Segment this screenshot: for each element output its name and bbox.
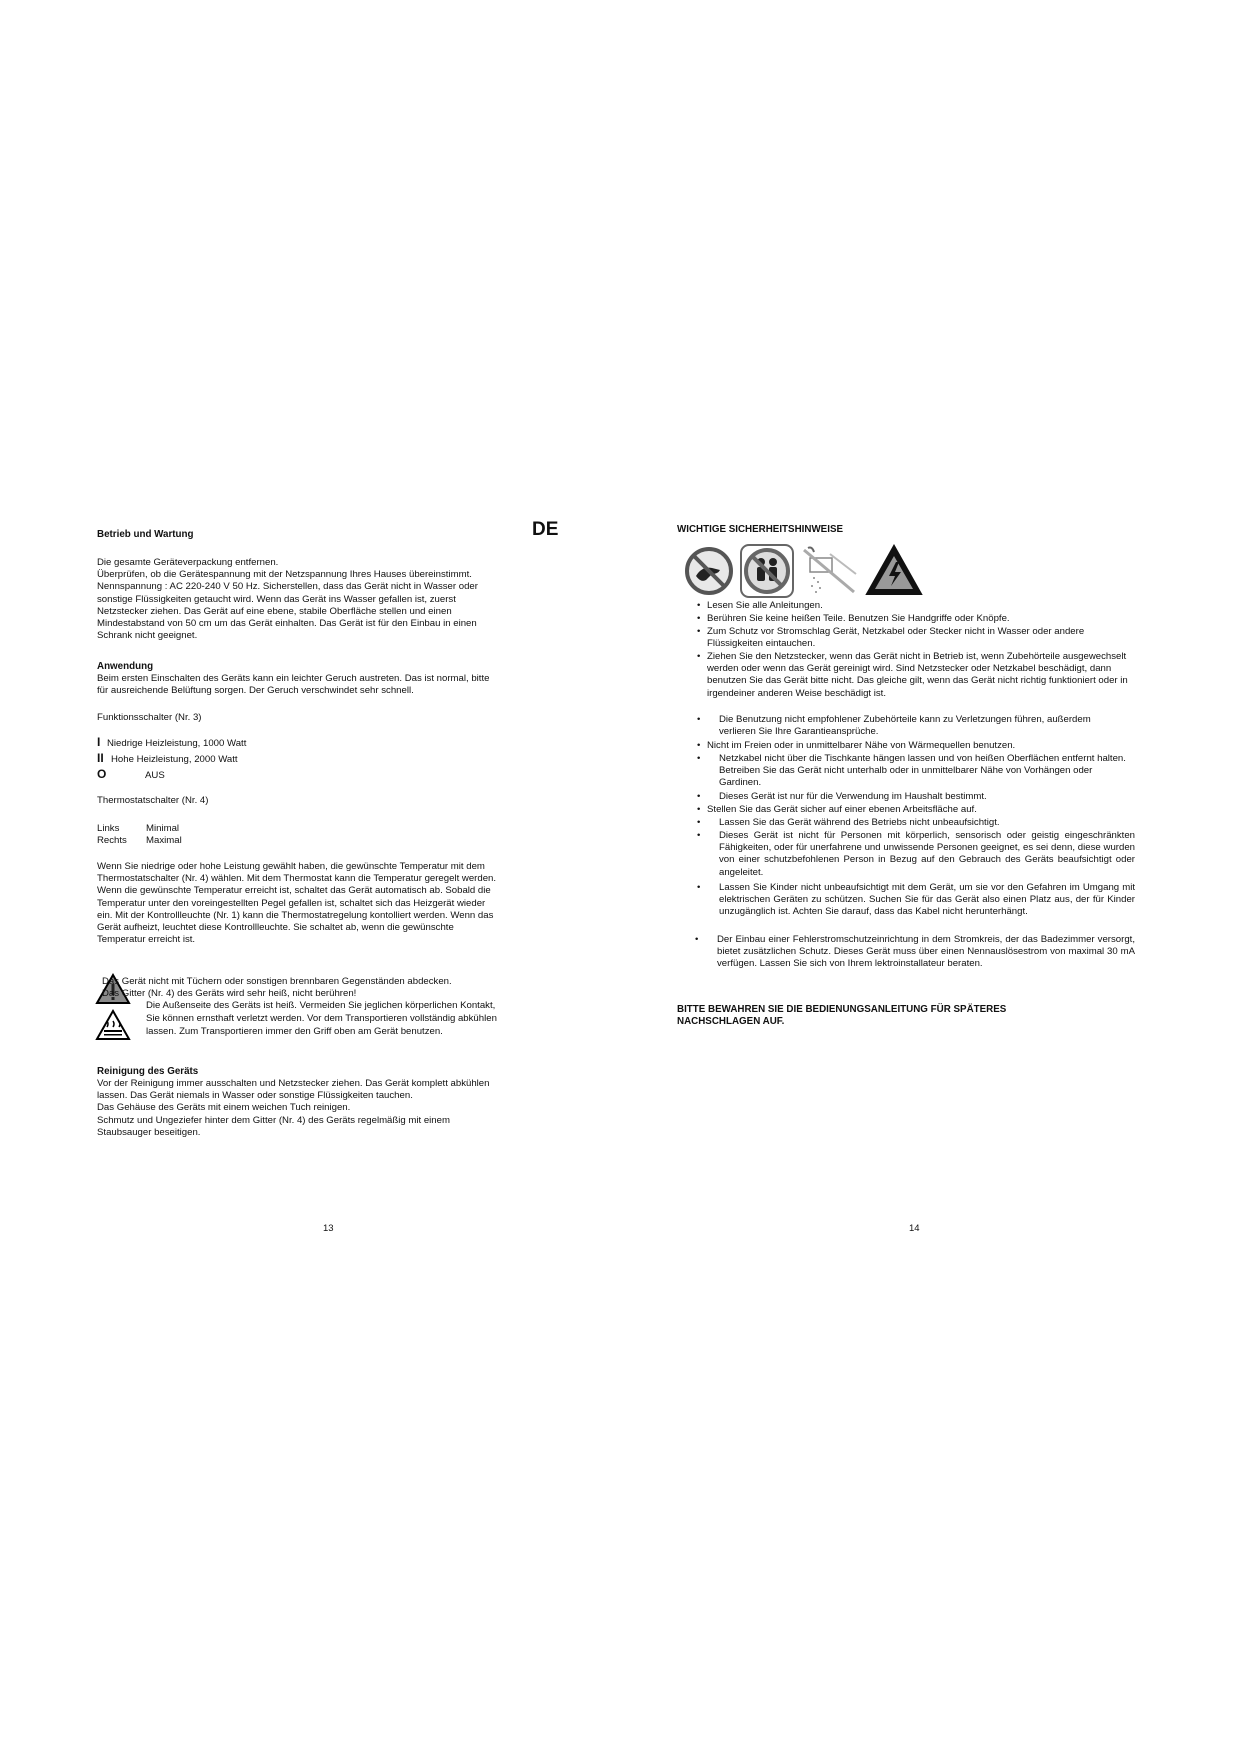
list-item: • Netzkabel nicht über die Tischkante hängen lassen und von heißen Oberflächen entfernt halten. Betreiben Sie das Gerät nicht unterhalb oder in unmittelbarer Nähe von Vorhängen oder Gardinen. [697, 753, 1126, 789]
intro-paragraph [97, 557, 567, 642]
thermostat-direction: Links [97, 823, 120, 834]
text-line: Schmutz und Ungeziefer hinter dem Gitter (Nr. 4) des Geräts regelmäßig mit einem [97, 1114, 450, 1126]
list-item: • Lassen Sie das Gerät während des Betriebs nicht unbeaufsichtigt. [697, 817, 1000, 828]
usage-heading: Anwendung [97, 661, 154, 672]
list-item: • Der Einbau einer Fehlerstromschutzeinrichtung in dem Stromkreis, der das Badezimmer versorgt, bietet zusätzlichen Schutz. Dieses Gerät muss über einen Nennauslösestrom von maximal 30 mA verfügen. Lassen Sie sich von Ihrem lektroinstallateur beraten. [695, 934, 1135, 970]
warning-line: lassen. Zum Transportieren immer den Griff oben am Gerät benutzen. [146, 1026, 443, 1037]
text-line: Staubsauger beseitigen. [97, 1126, 201, 1138]
list-item: • Stellen Sie das Gerät sicher auf einer ebenen Arbeitsfläche auf. [697, 804, 977, 815]
switch-text: Niedrige Heizleistung, 1000 Watt [107, 738, 247, 749]
switch-symbol: O [97, 767, 107, 781]
text-line: Nennspannung : AC 220-240 V 50 Hz. Sicherstellen, dass das Gerät nicht in Wasser oder [97, 581, 478, 593]
text-line: Schrank nicht geeignet. [97, 630, 198, 642]
cleaning-paragraph [97, 1078, 567, 1139]
text-line: Wenn Sie niedrige oder hohe Leistung gewählt haben, die gewünschte Temperatur mit dem [97, 861, 485, 872]
thermostat-direction: Rechts [97, 835, 127, 846]
text-line: sonstige Flüssigkeiten getaucht wird. Wenn das Gerät ins Wasser gefallen ist, zuerst [97, 593, 456, 605]
text-line: Überprüfen, ob die Gerätespannung mit der Netzspannung Ihres Hauses übereinstimmt. [97, 569, 472, 581]
list-item: • Nicht im Freien oder in unmittelbarer Nähe von Wärmequellen benutzen. [697, 740, 1016, 751]
switch-symbol: I [97, 735, 101, 749]
list-item: • Ziehen Sie den Netzstecker, wenn das Gerät nicht in Betrieb ist, wenn Zubehörteile ausgewechselt werden oder wenn das Gerät gereinigt wird. Sind Netzstecker oder Netzkabel beschädigt, dann benutzen Sie das Gerät bitte nicht. Das gleiche gilt, wenn das Gerät nicht richtig funktioniert oder in irgendeiner anderen Weise beschädigt ist. [697, 651, 1128, 699]
warning-line: Sie können ernsthaft verletzt werden. Vor dem Transportieren vollständig abkühlen [146, 1013, 497, 1024]
text-line: Vor der Reinigung immer ausschalten und Netzstecker ziehen. Das Gerät komplett abkühlen [97, 1078, 490, 1089]
text-line: Netzstecker ziehen. Das Gerät auf eine ebene, stabile Oberfläche stellen und einen [97, 605, 452, 617]
text-line: Das Gehäuse des Geräts mit einem weichen Tuch reinigen. [97, 1102, 351, 1114]
text-line: Thermostatschalter (Nr. 4) wählen. Mit dem Thermostat kann die Temperatur geregelt werden. [97, 873, 497, 885]
thermostat-value: Minimal [146, 823, 180, 834]
safety-title: WICHTIGE SICHERHEITSHINWEISE [677, 524, 844, 535]
list-item: • Zum Schutz vor Stromschlag Gerät, Netzkabel oder Stecker nicht in Wasser oder andere Flüssigkeiten eintauchen. [697, 626, 1085, 650]
warning-line: Das Gerät nicht mit Tüchern oder sonstigen brennbaren Gegenständen abdecken. [102, 976, 452, 987]
text-line: Temperatur unter den voreingestellten Pegel gefallen ist, schaltet sich das Heizgerät wieder [97, 897, 486, 909]
no-touch-hand-icon [684, 546, 734, 596]
text-line: lassen. Das Gerät niemals in Wasser oder sonstige Flüssigkeiten tauchen. [97, 1090, 413, 1102]
page-number: 13 [323, 1223, 334, 1234]
list-item: • Lesen Sie alle Anleitungen. [697, 600, 823, 611]
thermostat-label: Thermostatschalter (Nr. 4) [97, 795, 209, 806]
switch-symbol: II [97, 751, 104, 765]
language-code: DE [532, 519, 559, 540]
text-line: Gerät aufheizt, leuchtet diese Kontrollleuchte. Sie schaltet ab, wenn die gewünschte [97, 922, 454, 934]
warning-line: Das Gitter (Nr. 4) des Geräts wird sehr heiß, nicht berühren! [102, 988, 357, 999]
text-line: Temperatur erreicht ist. [97, 934, 196, 946]
cleaning-heading: Reinigung des Geräts [97, 1066, 199, 1077]
list-item: • Berühren Sie keine heißen Teile. Benutzen Sie Handgriffe oder Knöpfe. [697, 613, 1010, 624]
function-setting-high [97, 752, 238, 766]
thermostat-paragraph [97, 861, 562, 946]
text-line: für ausreichende Belüftung sorgen. Der Geruch verschwindet sehr schnell. [97, 685, 414, 697]
function-switch-label: Funktionsschalter (Nr. 3) [97, 712, 202, 723]
section-title-operation: Betrieb und Wartung [97, 529, 194, 540]
no-water-shower-icon [800, 544, 858, 596]
switch-text: AUS [145, 770, 165, 781]
switch-text: Hohe Heizleistung, 2000 Watt [111, 754, 238, 765]
function-setting-low [97, 736, 246, 750]
text-line: Wenn die gewünschte Temperatur erreicht ist, schaltet das Gerät automatisch ab. Sobald die [97, 885, 491, 897]
list-item: • Lassen Sie Kinder nicht unbeaufsichtigt mit dem Gerät, um sie vor den Gefahren im Umgang mit elektrischen Geräten zu schützen. Suchen Sie für das Gerät also einen Platz aus, der für Kinder unzugänglich ist. Achten Sie darauf, dass das Kabel nicht herunterhängt. [697, 882, 1135, 918]
list-item: • Dieses Gerät ist nicht für Personen mit körperlich, sensorisch oder geistig eingeschränkten Fähigkeiten, oder für unerfahrene und unwissende Personen geeignet, es sei denn, diese wurden von einer schutzbefohlenen Person in Bezug auf den Gebrauch des Geräts beaufsichtigt oder angeleitet. [697, 830, 1135, 878]
function-setting-off [97, 768, 165, 782]
text-line: Beim ersten Einschalten des Geräts kann ein leichter Geruch austreten. Das ist normal, bitte [97, 673, 490, 684]
page-number: 14 [909, 1223, 920, 1234]
electric-hazard-icon [865, 544, 923, 596]
left-page [0, 0, 620, 1754]
list-item: • Die Benutzung nicht empfohlener Zubehörteile kann zu Verletzungen führen, außerdem verlieren Sie Ihre Garantieansprüche. [697, 714, 1091, 738]
closing-note: BITTE BEWAHREN SIE DIE BEDIENUNGSANLEITUNG FÜR SPÄTERES NACHSCHLAGEN AUF. [677, 1004, 1007, 1028]
text-line: Die gesamte Geräteverpackung entfernen. [97, 557, 279, 568]
list-item: • Dieses Gerät ist nur für die Verwendung im Haushalt bestimmt. [697, 791, 987, 802]
right-page [620, 0, 1241, 1754]
no-children-icon [740, 544, 794, 598]
hot-surface-icon [95, 1009, 131, 1041]
thermostat-value: Maximal [146, 835, 182, 846]
usage-paragraph [97, 673, 567, 697]
warning-line: Die Außenseite des Geräts ist heiß. Vermeiden Sie jeglichen körperlichen Kontakt, [146, 1000, 496, 1011]
text-line: Mindestabstand von 50 cm um das Gerät einhalten. Das Gerät ist für den Einbau in einen [97, 618, 477, 630]
text-line: ein. Mit der Kontrollleuchte (Nr. 1) kann die Thermostatregelung kontolliert werden. Wenn das [97, 909, 494, 921]
